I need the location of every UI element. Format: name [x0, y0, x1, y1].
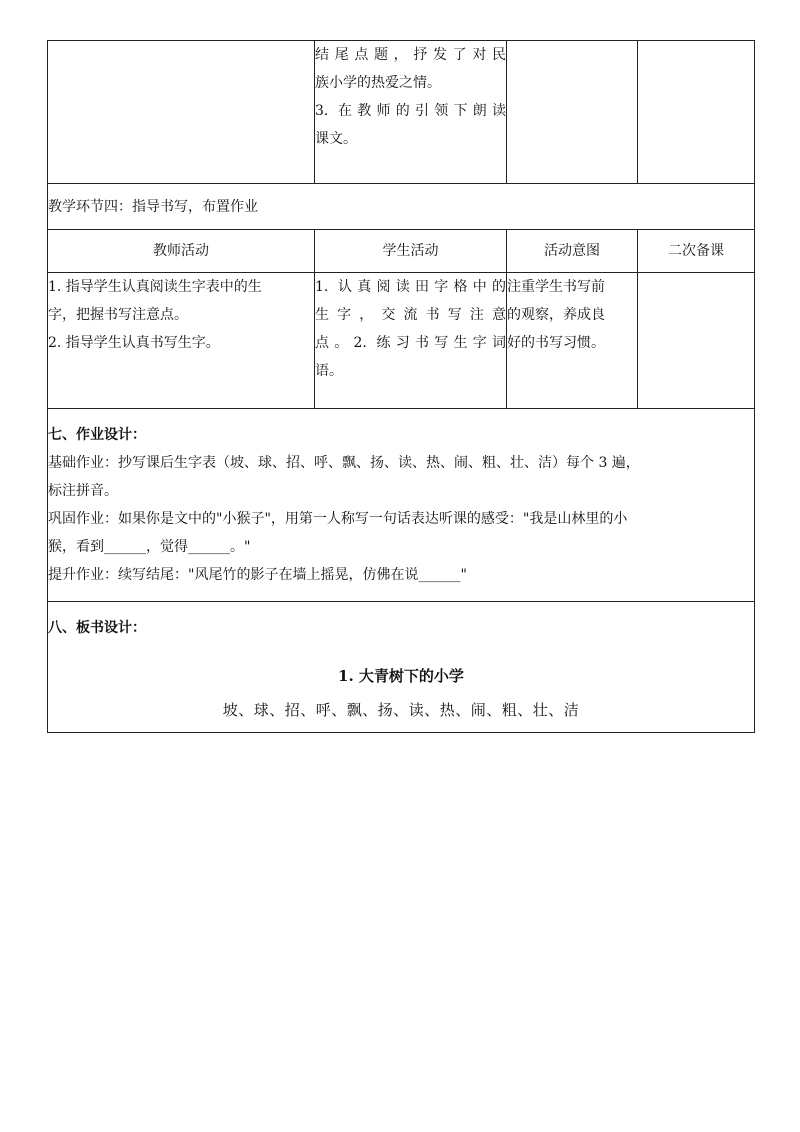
text-line: 注重学生书写前 — [507, 279, 605, 295]
board-characters: 坡、球、招、呼、飘、扬、读、热、闹、粗、壮、洁 — [222, 701, 580, 719]
lesson-plan-page — [47, 40, 754, 733]
header-activity-intent: 活动意图 — [507, 230, 638, 273]
teacher-activity-cell-empty — [48, 41, 315, 184]
student-activity-cell — [315, 41, 507, 184]
homework-title: 七、作业设计： — [48, 427, 146, 443]
text-line: 的观察，养成良 — [507, 307, 605, 323]
text-line: 好的书写习惯。 — [507, 335, 605, 351]
text-line: 2. 指导学生认真书写生字。 — [48, 335, 220, 351]
student-activity-cell — [315, 273, 507, 409]
header-second-prep: 二次备课 — [638, 230, 755, 273]
intent-cell — [507, 273, 638, 409]
header-teacher-activity: 教师活动 — [48, 230, 315, 273]
text-line: 生 字 ， 交 流 书 写 注 意 — [315, 307, 506, 323]
text-line: 语。 — [315, 363, 343, 379]
prep-cell-empty — [638, 273, 755, 409]
stage-content-row — [48, 273, 755, 409]
header-student-activity: 学生活动 — [315, 230, 507, 273]
prep-cell-empty — [638, 41, 755, 184]
homework-section — [48, 409, 755, 602]
teacher-activity-cell — [48, 273, 315, 409]
intent-cell-empty — [507, 41, 638, 184]
homework-line: 基础作业：抄写课后生字表（坡、球、招、呼、飘、扬、读、热、闹、粗、壮、洁）每个 3 遍， — [48, 455, 640, 471]
header-row — [48, 230, 755, 273]
homework-line: 巩固作业：如果你是文中的"小猴子"，用第一人称写一句话表达听课的感受："我是山林里的小 — [48, 511, 628, 527]
text-line: 1. 认真阅读田字格中的 — [315, 279, 506, 295]
stage-title-row — [48, 184, 755, 230]
text-line: 3. 在教师的引领下朗读 — [315, 103, 506, 119]
lesson-plan-table — [47, 40, 755, 733]
homework-line: 猴，看到______，觉得______。" — [48, 539, 251, 555]
board-design-row — [48, 602, 755, 733]
text-line: 课文。 — [315, 131, 357, 147]
text-line: 字，把握书写注意点。 — [48, 307, 188, 323]
homework-line: 提升作业：续写结尾："风尾竹的影子在墙上摇晃，仿佛在说______" — [48, 567, 467, 583]
board-design-section — [48, 602, 755, 733]
text-line: 结尾点题，抒发了对民 — [315, 47, 506, 63]
continuation-row — [48, 41, 755, 184]
text-line: 1. 指导学生认真阅读生字表中的生 — [48, 279, 262, 295]
text-line: 点。2. 练习书写生字词 — [315, 335, 506, 351]
lesson-title: 1. 大青树下的小学 — [338, 667, 464, 685]
homework-line: 标注拼音。 — [48, 483, 118, 499]
stage-title: 教学环节四：指导书写，布置作业 — [48, 184, 755, 230]
text-line: 族小学的热爱之情。 — [315, 75, 441, 91]
board-design-title: 八、板书设计： — [48, 620, 146, 636]
homework-row — [48, 409, 755, 602]
